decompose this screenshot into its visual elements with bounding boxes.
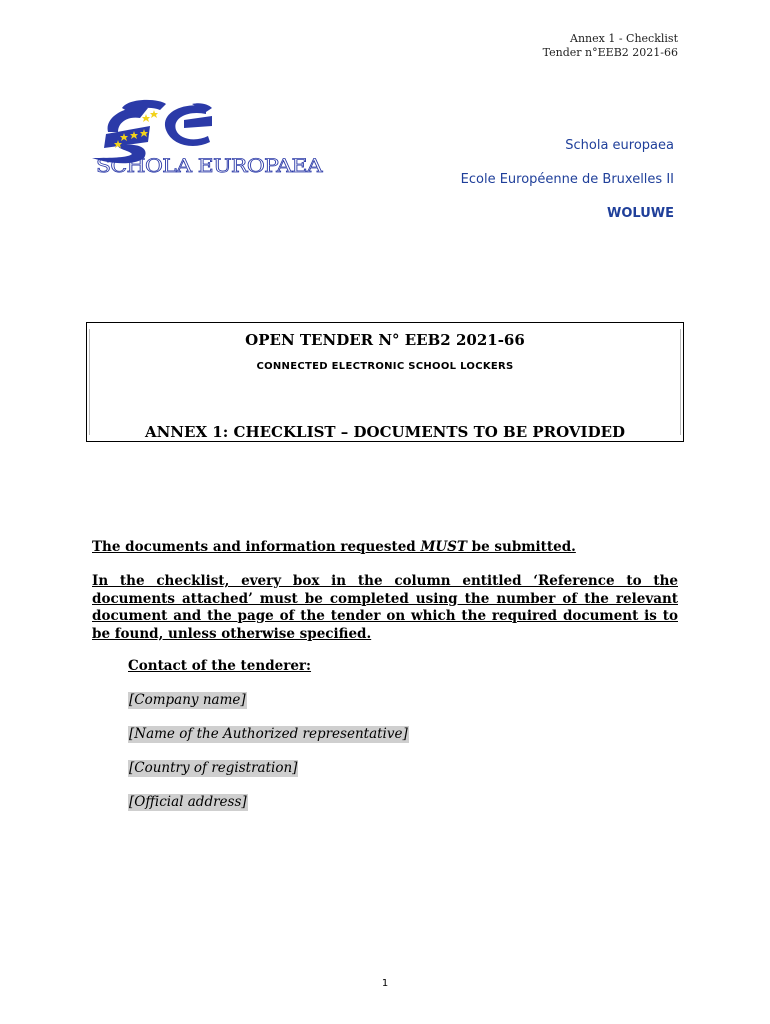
schola-europaea-logo — [88, 96, 328, 176]
official-address-field[interactable]: [Official address] — [129, 794, 247, 810]
school-name-latin: Schola europaea — [565, 138, 674, 153]
country-of-registration-field[interactable]: [Country of registration] — [129, 760, 298, 776]
mandatory-notice — [92, 539, 678, 557]
tender-subject: CONNECTED ELECTRONIC SCHOOL LOCKERS — [256, 361, 514, 372]
tender-reference: Tender n°EEB2 2021-66 — [542, 46, 678, 59]
company-name-field[interactable]: [Company name] — [129, 692, 246, 708]
annex-label: Annex 1 - Checklist — [570, 32, 678, 45]
school-name-french: Ecole Européenne de Bruxelles II — [460, 172, 674, 187]
document-header — [543, 32, 678, 60]
notice-text-before: The documents and information requested — [92, 539, 421, 555]
logo-wordmark: SCHOLA EUROPAEA — [96, 155, 323, 176]
annex-title: ANNEX 1: CHECKLIST – DOCUMENTS TO BE PROVIDED — [144, 423, 626, 441]
tender-title: OPEN TENDER N° EEB2 2021-66 — [245, 331, 525, 349]
contact-heading: Contact of the tenderer: — [128, 658, 312, 674]
authorized-representative-field[interactable]: [Name of the Authorized representative] — [129, 726, 408, 742]
checklist-instructions: In the checklist, every box in the column entitled ‘Reference to the documents attached’ must be completed using the number of the relevant document and the page of the tender on which the required document is to be found, unless otherwise specified. — [92, 573, 678, 642]
notice-text-after: be submitted. — [466, 539, 576, 555]
notice-emphasis: MUST — [420, 539, 467, 555]
tender-title-box — [86, 322, 684, 442]
page-number: 1 — [381, 978, 389, 989]
school-location: WOLUWE — [607, 206, 674, 221]
